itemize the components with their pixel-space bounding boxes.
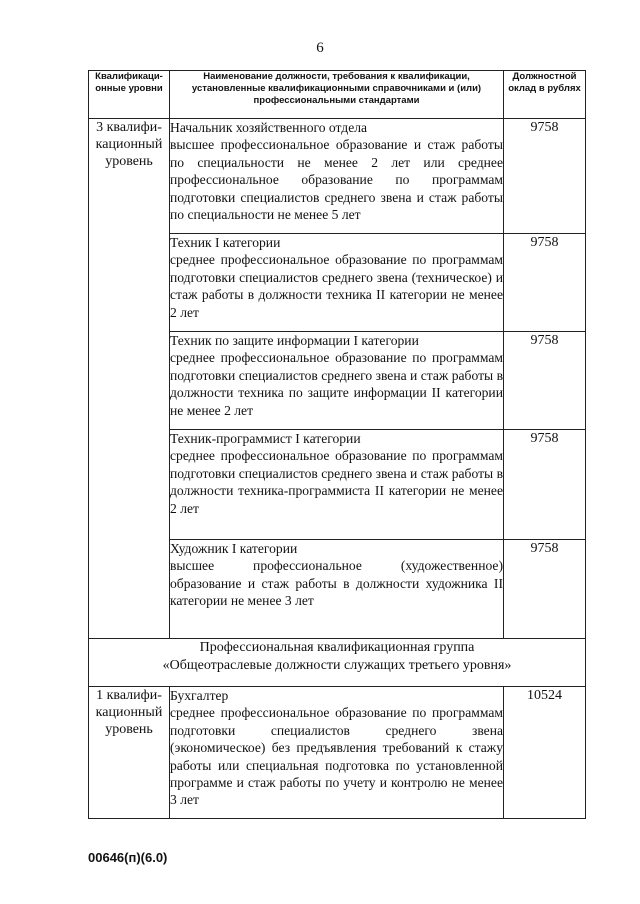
position-requirements: высшее профессиональное образование и стаж работы по специальности не менее 2 лет или среднее профессиональное образование по программам подготовки специалистов среднего звена и стаж работы по специальности не менее 5 лет <box>170 137 503 223</box>
position-cell <box>170 540 504 639</box>
position-title: Бухгалтер <box>170 688 229 703</box>
position-title: Художник I категории <box>170 541 298 556</box>
position-requirements: высшее профессиональное (художественное) образование и стаж работы в должности художника II категории не менее 3 лет <box>170 558 503 609</box>
header-salary: Должностной оклад в рублях <box>504 71 586 119</box>
header-description: Наименование должности, требования к квалификации, установленные квалификационными справочниками и (или) профессиональными стандартами <box>170 71 504 119</box>
qualification-group-title <box>89 639 586 687</box>
table-row <box>89 119 586 234</box>
position-title: Начальник хозяйственного отдела <box>170 120 368 135</box>
level-cell: 1 квалифи-кационный уровень <box>89 687 170 819</box>
table-row <box>89 687 586 819</box>
position-cell <box>170 119 504 234</box>
group-title-line-2: «Общеотраслевые должности служащих третьего уровня» <box>162 658 512 673</box>
position-cell <box>170 332 504 430</box>
position-title: Техник-программист I категории <box>170 431 361 446</box>
position-title: Техник по защите информации I категории <box>170 333 419 348</box>
position-requirements: среднее профессиональное образование по программам подготовки специалистов среднего звена (экономическое) без предъявления требований к стажу работы или специальная подготовка по установленной программе и стаж работы по учету и контролю не менее 3 лет <box>170 705 503 808</box>
salary-cell: 10524 <box>504 687 586 819</box>
salary-cell: 9758 <box>504 430 586 540</box>
salary-table <box>88 70 586 819</box>
header-level: Квалификаци-онные уровни <box>89 71 170 119</box>
position-requirements: среднее профессиональное образование по программам подготовки специалистов среднего звена (техническое) и стаж работы в должности техника II категории не менее 2 лет <box>170 252 503 320</box>
group-title-line-1: Профессиональная квалификационная группа <box>199 640 475 655</box>
table-header-row <box>89 71 586 119</box>
level-cell: 3 квалифи-кационный уровень <box>89 119 170 639</box>
position-cell <box>170 430 504 540</box>
salary-cell: 9758 <box>504 332 586 430</box>
salary-cell: 9758 <box>504 119 586 234</box>
position-cell <box>170 687 504 819</box>
group-header-row <box>89 639 586 687</box>
position-requirements: среднее профессиональное образование по программам подготовки специалистов среднего звена и стаж работы в должности техника-программиста II категории не менее 2 лет <box>170 448 503 516</box>
position-requirements: среднее профессиональное образование по программам подготовки специалистов среднего звена и стаж работы в должности техника по защите информации II категории не менее 2 лет <box>170 350 503 418</box>
page-number: 6 <box>316 40 324 56</box>
document-code: 00646(п)(6.0) <box>88 850 168 865</box>
salary-cell: 9758 <box>504 540 586 639</box>
position-cell <box>170 234 504 332</box>
salary-cell: 9758 <box>504 234 586 332</box>
position-title: Техник I категории <box>170 235 281 250</box>
